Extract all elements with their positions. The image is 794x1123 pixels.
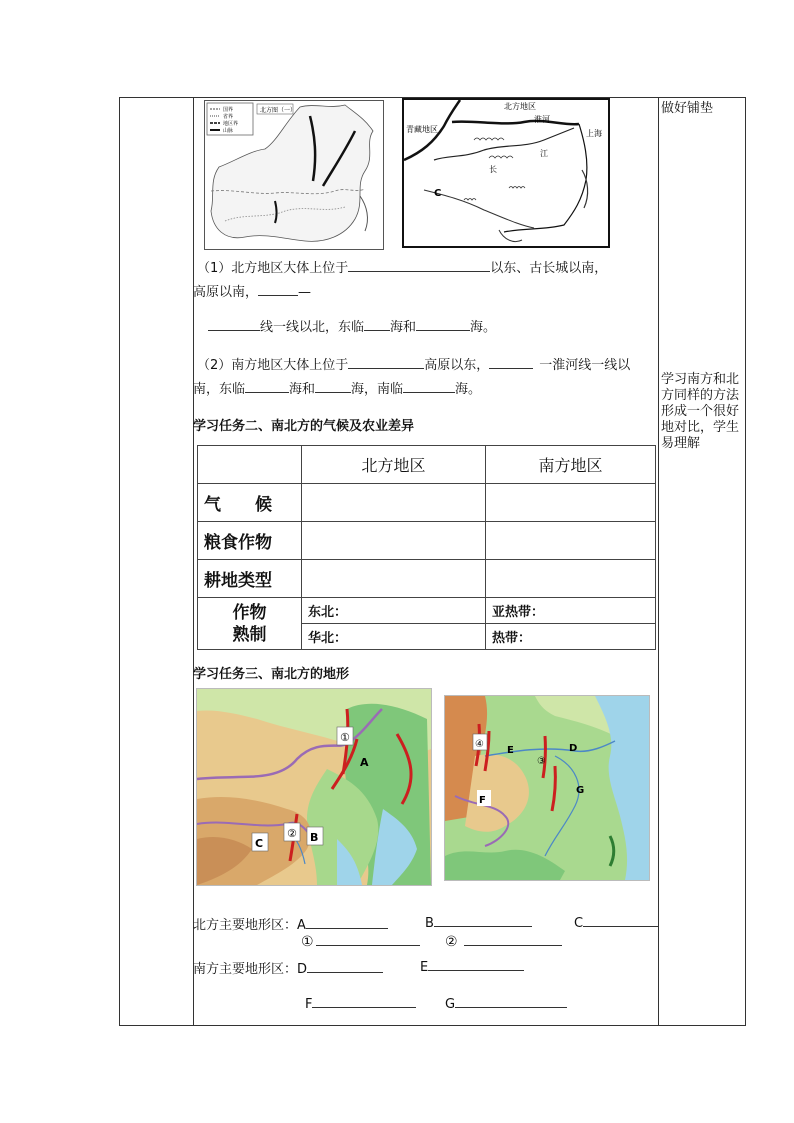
north-terrain-drawing	[197, 689, 431, 885]
answer-cell[interactable]	[486, 522, 656, 560]
map-label: 北方地区	[504, 102, 536, 111]
map-label: 青藏地区	[406, 125, 438, 134]
answer-blank-two[interactable]	[464, 933, 562, 946]
q2-line2	[193, 378, 481, 397]
q2-mid2: 一淮河线一线以	[539, 358, 631, 373]
q1-blank-5[interactable]	[416, 318, 470, 331]
q1-line1	[197, 257, 607, 276]
legend-item: 国界	[223, 107, 234, 113]
map-label: C	[434, 188, 442, 199]
q2-line2-d: 海。	[455, 382, 482, 397]
column-divider-left	[193, 97, 194, 1026]
q2-line2-b: 海和	[289, 382, 316, 397]
q2-line2-a: 南，东临	[193, 382, 246, 397]
answer-cell[interactable]	[486, 560, 656, 598]
map-label: E	[507, 745, 514, 756]
side-note-middle: 学习南方和北方同样的方法形成一个很好地对比，学生易理解	[661, 372, 740, 451]
answer-b-label: B	[425, 916, 434, 931]
legend-item: 省界	[223, 114, 234, 120]
cell-northchina[interactable]: 华北：	[302, 624, 486, 650]
q2-prefix: （2）南方地区大体上位于	[197, 358, 349, 373]
row-climate: 气 候	[198, 484, 302, 522]
south-answer-line	[193, 958, 383, 977]
legend-item: 地区界	[223, 121, 239, 127]
q1-blank-3[interactable]	[208, 318, 260, 331]
answer-blank-e[interactable]	[428, 958, 524, 971]
table-row	[198, 484, 656, 522]
answer-blank-f[interactable]	[312, 995, 416, 1008]
answer-blank-g[interactable]	[455, 995, 567, 1008]
answer-cell[interactable]	[302, 484, 486, 522]
north-map-drawing	[205, 101, 383, 249]
answer-cell[interactable]	[302, 560, 486, 598]
crop-label-a: 作物	[232, 602, 267, 623]
map-label: ①	[340, 731, 350, 744]
column-divider-right	[658, 97, 659, 1026]
row-farmland: 耕地类型	[198, 560, 302, 598]
q2-blank-3[interactable]	[245, 380, 289, 393]
col-north: 北方地区	[302, 446, 486, 484]
row-cropping	[198, 598, 302, 650]
q2-mid1: 高原以东，	[424, 358, 490, 373]
table-corner-cell	[198, 446, 302, 484]
q2-line2-c: 海，南临	[351, 382, 404, 397]
q1-line3	[208, 316, 496, 335]
map-label: ②	[287, 827, 297, 840]
north-answer-line	[193, 914, 388, 933]
map-label: C	[255, 837, 264, 850]
answer-two-line	[445, 933, 562, 950]
task2-heading: 学习任务二、南北方的气候及农业差异	[193, 419, 415, 434]
legend-item: 山脉	[223, 128, 234, 134]
answer-e-line	[420, 958, 524, 975]
q1-line3-end: 海。	[470, 320, 497, 335]
crop-label-b: 熟制	[232, 624, 267, 645]
q2-blank-5[interactable]	[403, 380, 455, 393]
answer-cell[interactable]	[486, 484, 656, 522]
answer-g-label: G	[445, 997, 456, 1012]
answer-two-label: ②	[445, 934, 458, 950]
q2-blank-4[interactable]	[315, 380, 351, 393]
south-map-drawing	[404, 100, 608, 246]
cell-tropical[interactable]: 热带：	[486, 624, 656, 650]
map-label: ③	[537, 756, 546, 767]
answer-f-label: F	[305, 997, 313, 1012]
comparison-table	[197, 445, 656, 650]
cell-northeast[interactable]: 东北：	[302, 598, 486, 624]
row-grain: 粮食作物	[198, 522, 302, 560]
answer-blank-one[interactable]	[316, 933, 420, 946]
answer-one-label: ①	[301, 934, 314, 950]
answer-b-line	[425, 914, 532, 931]
q1-mid1: 以东、古长城以南，	[490, 261, 608, 276]
q1-line2-text: 高原以南，	[193, 285, 259, 300]
q2-line1	[197, 354, 630, 373]
table-row	[198, 598, 656, 624]
map-label: A	[360, 756, 369, 769]
map-label: B	[310, 831, 319, 844]
answer-f-line	[305, 995, 416, 1012]
map-title-box: 北方图（一）	[260, 107, 297, 114]
answer-g-line	[445, 995, 567, 1012]
q1-blank-1[interactable]	[348, 259, 490, 272]
q1-dash: —	[298, 285, 312, 300]
q1-blank-2[interactable]	[258, 283, 298, 296]
answer-one-line	[301, 933, 420, 950]
south-terrain-map	[444, 695, 650, 881]
col-south: 南方地区	[486, 446, 656, 484]
q1-line3-mid: 线一线以北，东临	[260, 320, 365, 335]
answer-e-label: E	[420, 960, 429, 975]
table-row	[198, 560, 656, 598]
answer-blank-b[interactable]	[434, 914, 532, 927]
map-label: 长	[489, 165, 497, 174]
table-row	[198, 522, 656, 560]
map-label: 上海	[586, 129, 602, 138]
map-label: ④	[475, 739, 484, 750]
north-terrain-map	[196, 688, 432, 886]
north-answer-label: 北方主要地形区：A	[193, 918, 306, 933]
answer-blank-d[interactable]	[307, 960, 383, 973]
q1-line3-and: 海和	[390, 320, 417, 335]
q1-prefix: （1）北方地区大体上位于	[197, 261, 349, 276]
side-note-top: 做好铺垫	[661, 101, 714, 116]
map-label: G	[576, 785, 585, 796]
q1-line2	[193, 281, 311, 300]
answer-c-line	[574, 914, 659, 931]
map-label: D	[569, 743, 578, 754]
q2-blank-1[interactable]	[348, 356, 424, 369]
north-region-line-map	[204, 100, 384, 250]
map-label: F	[479, 795, 486, 806]
map-label: 淮河	[534, 115, 550, 124]
answer-c-label: C	[574, 916, 584, 931]
task3-heading: 学习任务三、南北方的地形	[193, 667, 350, 682]
map-label: 江	[540, 149, 548, 158]
answer-blank-a[interactable]	[306, 916, 388, 929]
q1-blank-4[interactable]	[364, 318, 390, 331]
cell-subtropical[interactable]: 亚热带：	[486, 598, 656, 624]
table-header-row	[198, 446, 656, 484]
answer-blank-c[interactable]	[583, 914, 659, 927]
south-answer-label: 南方主要地形区：D	[193, 962, 308, 977]
q2-blank-2[interactable]	[489, 356, 533, 369]
south-region-line-map	[402, 98, 610, 248]
answer-cell[interactable]	[302, 522, 486, 560]
south-terrain-drawing	[445, 696, 649, 880]
